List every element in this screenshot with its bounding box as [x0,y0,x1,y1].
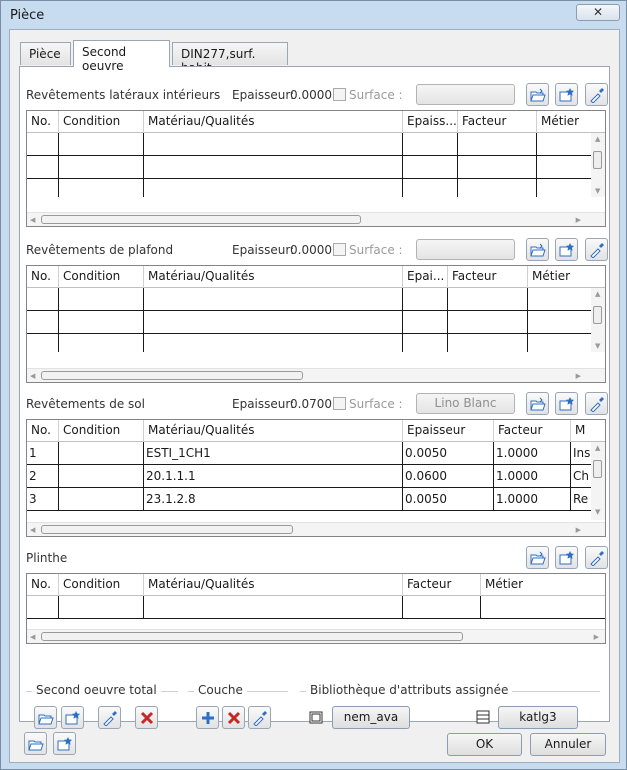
thickness-value: 0.0000 [290,88,332,102]
group-second-oeuvre-total [26,683,178,737]
surface-checkbox[interactable] [333,397,346,410]
cell-condition [59,465,144,488]
scroll-thumb[interactable] [593,460,602,478]
group-couche [188,683,288,737]
surface-label: Surface : [349,243,403,257]
col-no[interactable]: No. [27,574,59,596]
favorite-button[interactable] [53,732,76,755]
tab-piece[interactable]: Pièce [20,42,71,65]
table-row[interactable] [27,288,591,311]
scroll-thumb[interactable] [41,215,361,224]
table-header [27,574,605,596]
section-title-baseboard: Plinthe [26,551,68,565]
pipette-button[interactable] [585,546,608,569]
folder-star-icon [559,550,575,566]
scroll-right-arrow[interactable]: ▶ [575,526,581,534]
ceiling-table [26,265,606,383]
scroll-left-arrow[interactable]: ◀ [30,526,36,534]
cell-trade: Re [573,492,589,506]
col-factor[interactable]: Facteur [448,266,528,288]
cell-trade: Ch [573,469,589,483]
table-header [27,420,605,442]
horizontal-scrollbar[interactable] [27,212,605,226]
folder-open-icon [38,710,54,726]
col-factor[interactable]: Facteur [403,574,481,596]
folder-open-icon [530,550,546,566]
col-trade[interactable]: M [575,423,586,437]
thickness-label: Epaisseur: [232,397,295,411]
group-title-library: Bibliothèque d'attributs assignée [306,683,512,697]
section-title-floor: Revêtements de sol [26,397,145,411]
open-folder-button[interactable] [34,706,57,729]
surface-label: Surface : [349,88,403,102]
folder-star-icon [559,396,575,412]
open-folder-button[interactable] [526,546,549,569]
table-row[interactable] [27,442,591,465]
scroll-left-arrow[interactable]: ◀ [30,372,36,380]
folder-open-icon [530,396,546,412]
cell-factor: 1.0000 [494,442,571,465]
pipette-button[interactable] [585,83,608,106]
surface-checkbox[interactable] [333,243,346,256]
cell-thickness: 0.0050 [403,488,494,511]
floor-table [26,419,606,537]
col-material[interactable]: Matériau/Qualités [144,574,403,596]
dialog-client [9,29,620,763]
thickness-label: Epaisseur: [232,243,295,257]
table-row[interactable] [27,488,591,511]
close-button[interactable]: ✕ [576,4,620,21]
add-layer-button[interactable] [196,706,219,729]
scroll-thumb[interactable] [41,371,303,380]
title-bar [1,1,626,29]
table-row[interactable] [27,156,591,179]
col-no[interactable]: No. [27,266,59,288]
surface-combo[interactable] [416,84,515,105]
cell-thickness: 0.0600 [403,465,494,488]
group-title-total: Second oeuvre total [32,683,161,697]
table-row[interactable] [27,311,591,334]
table-header [27,266,605,288]
col-factor[interactable]: Facteur [494,420,571,442]
table-row[interactable] [27,334,591,352]
table-row[interactable] [27,133,591,156]
col-thickness[interactable]: Epaiss... [403,111,458,133]
cell-material: 23.1.2.8 [144,488,403,511]
horizontal-scrollbar[interactable] [27,522,605,536]
horizontal-scrollbar[interactable] [27,368,605,382]
scroll-left-arrow[interactable]: ◀ [30,216,36,224]
baseboard-table [26,573,606,644]
section-title-lateral: Revêtements latéraux intérieurs [26,88,221,102]
scroll-left-arrow[interactable]: ◀ [30,633,36,641]
tab-panel [19,66,610,722]
col-thickness[interactable]: Epaisseur [403,420,494,442]
pipette-icon [589,396,605,412]
group-attribute-library [300,683,600,737]
col-trade[interactable]: Métier [541,114,580,128]
col-trade[interactable]: Métier [532,269,571,283]
col-condition[interactable]: Condition [59,420,144,442]
pipette-icon [589,87,605,103]
cell-factor: 1.0000 [494,488,571,511]
open-folder-button[interactable] [526,238,549,261]
pipette-icon [589,242,605,258]
cell-no: 1 [27,442,59,465]
surface-label: Surface : [349,397,403,411]
favorite-button[interactable] [555,546,578,569]
cell-condition [59,488,144,511]
table-row[interactable] [27,465,591,488]
thickness-value: 0.0000 [290,243,332,257]
delete-layer-button[interactable] [222,706,245,729]
table-row[interactable] [27,596,605,619]
cell-trade: Ins [573,446,591,460]
open-folder-button[interactable] [526,392,549,415]
col-condition[interactable]: Condition [59,111,144,133]
vertical-scrollbar[interactable] [591,133,605,197]
open-folder-button[interactable] [526,83,549,106]
vertical-scrollbar[interactable] [591,288,605,352]
ok-button[interactable]: OK [447,733,522,756]
cell-no: 2 [27,465,59,488]
folder-star-icon [57,736,73,752]
folder-open-icon [530,242,546,258]
scroll-up-arrow[interactable]: ▲ [595,290,601,298]
folder-open-icon [530,87,546,103]
cell-material: ESTI_1CH1 [144,442,403,465]
pipette-icon [589,550,605,566]
scroll-down-arrow[interactable]: ▼ [595,508,601,516]
delete-button[interactable] [135,706,158,729]
scroll-thumb[interactable] [593,306,602,324]
cell-no: 3 [27,488,59,511]
tab-din277[interactable]: DIN277,surf. [172,42,288,65]
favorite-button[interactable] [61,706,84,729]
col-condition[interactable]: Condition [59,266,144,288]
col-material[interactable]: Matériau/Qualités [144,266,403,288]
pipette-button[interactable] [585,238,608,261]
scroll-right-arrow[interactable]: ▶ [575,372,581,380]
database-icon [475,709,491,725]
surface-combo[interactable] [416,239,515,260]
col-no[interactable]: No. [27,111,59,133]
cell-material: 20.1.1.1 [144,465,403,488]
pipette-button[interactable] [585,392,608,415]
folder-star-icon [559,87,575,103]
group-title-layer: Couche [194,683,247,697]
pipette-icon [102,710,118,726]
scroll-thumb[interactable] [593,151,602,169]
col-trade[interactable]: Métier [485,577,524,591]
library-katlg3-button[interactable]: katlg3 [498,706,578,729]
scroll-down-arrow[interactable]: ▼ [595,342,601,350]
favorite-button[interactable] [555,392,578,415]
folder-open-icon [28,736,44,752]
scroll-right-arrow[interactable]: ▶ [575,216,581,224]
cancel-button[interactable]: Annuler [530,733,606,756]
scroll-up-arrow[interactable]: ▲ [595,444,601,452]
surface-checkbox[interactable] [333,88,346,101]
scroll-thumb[interactable] [41,525,293,534]
scroll-down-arrow[interactable]: ▼ [595,187,601,195]
surface-combo[interactable]: Lino Blanc [416,393,515,414]
thickness-label: Epaisseur: [232,88,295,102]
plus-icon [200,710,216,726]
col-thickness[interactable]: Epai... [403,266,448,288]
folder-star-icon [65,710,81,726]
table-row[interactable] [27,179,591,197]
scroll-up-arrow[interactable]: ▲ [595,135,601,143]
scroll-right-arrow[interactable]: ▶ [593,633,599,641]
cell-condition [59,442,144,465]
tab-second-oeuvre[interactable]: Second oeuvre [73,40,170,67]
horizontal-scrollbar[interactable] [27,629,605,643]
section-title-ceiling: Revêtements de plafond [26,243,174,257]
vertical-scrollbar[interactable] [591,442,605,520]
window-icon [308,709,324,725]
delete-x-icon [226,710,242,726]
lateral-table [26,110,606,227]
pipette-button[interactable] [248,706,271,729]
open-folder-button[interactable] [24,732,47,755]
delete-x-icon [139,710,155,726]
favorite-button[interactable] [555,83,578,106]
library-nem-ava-button[interactable]: nem_ava [332,706,410,729]
col-material[interactable]: Matériau/Qualités [144,111,403,133]
table-header [27,111,605,133]
thickness-value: 0.0700 [290,397,332,411]
cell-factor: 1.0000 [494,465,571,488]
col-factor[interactable]: Facteur [458,111,537,133]
cell-thickness: 0.0050 [403,442,494,465]
window-title: Pièce [10,8,45,23]
favorite-button[interactable] [555,238,578,261]
scroll-thumb[interactable] [41,632,463,641]
col-no[interactable]: No. [27,420,59,442]
pipette-button[interactable] [98,706,121,729]
col-condition[interactable]: Condition [59,574,144,596]
col-material[interactable]: Matériau/Qualités [144,420,403,442]
pipette-icon [252,710,268,726]
folder-star-icon [559,242,575,258]
